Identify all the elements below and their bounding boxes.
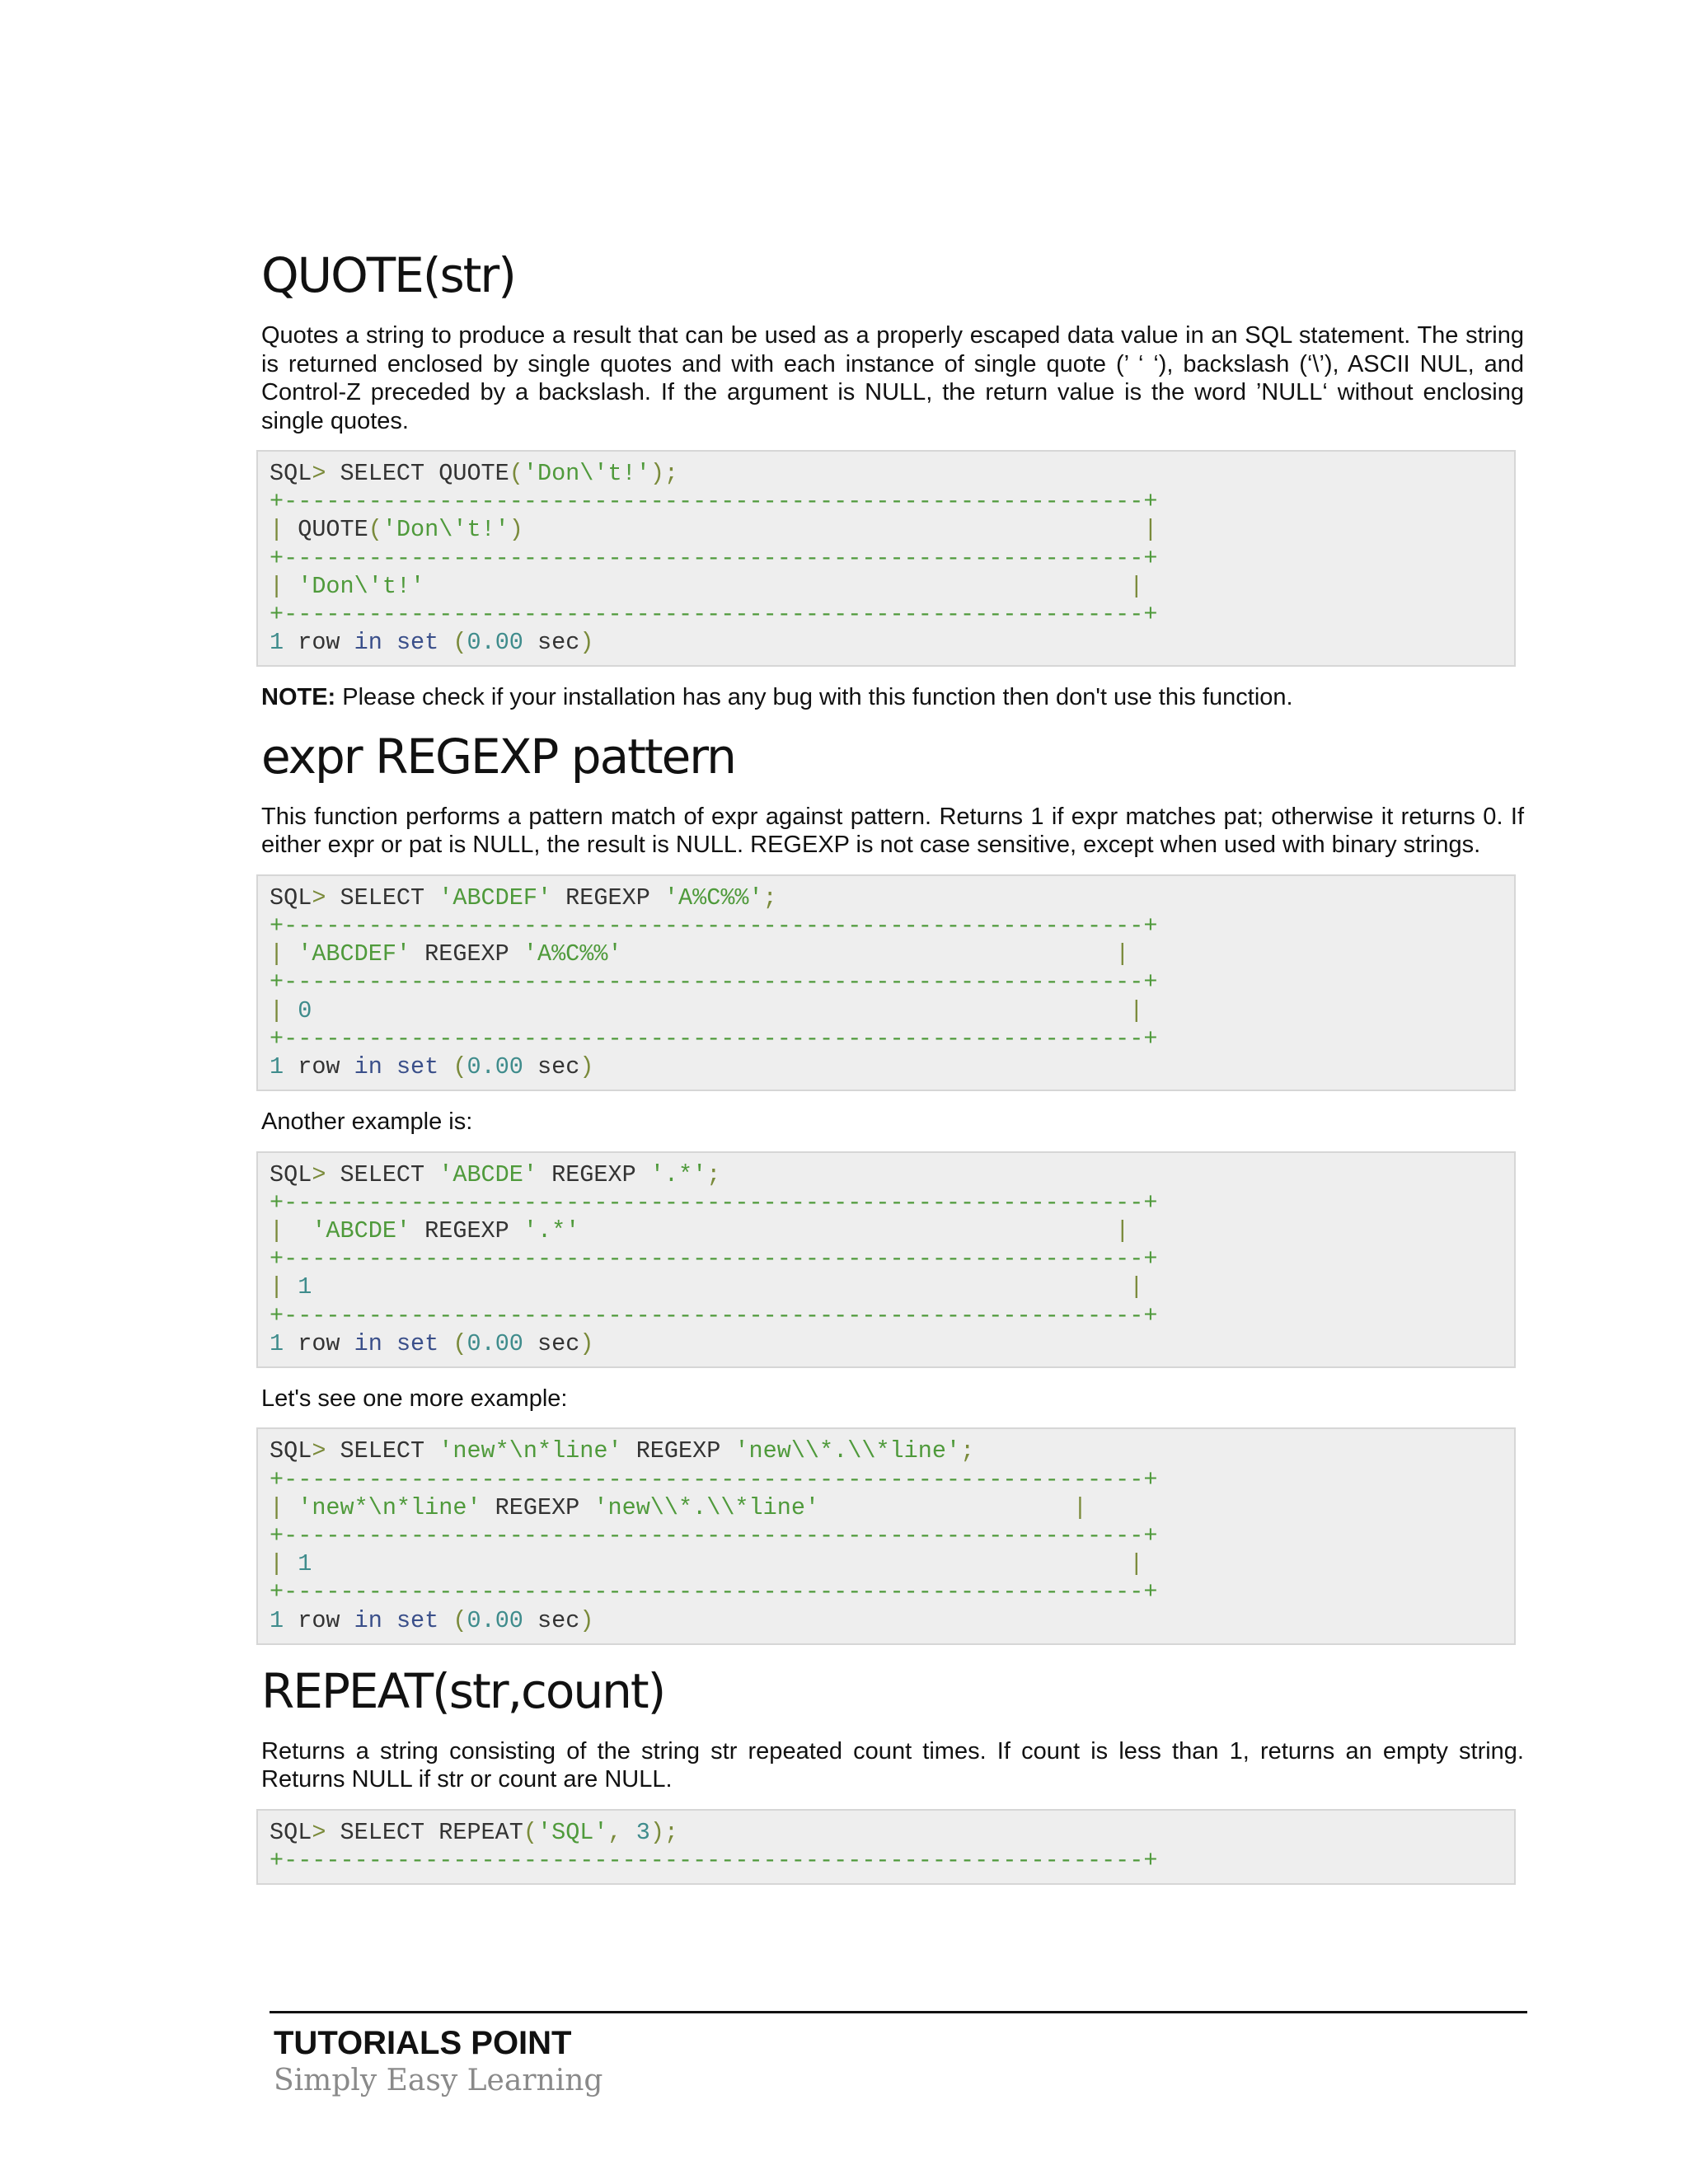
code-func: QUOTE [284, 516, 368, 544]
footer-divider [270, 2011, 1527, 2013]
code-keyword-regexp: REGEXP [621, 1437, 735, 1465]
code-prompt: SQL [270, 1160, 312, 1188]
code-pipe: | [270, 940, 284, 968]
code-pad [312, 1550, 1129, 1577]
code-paren: ) [579, 1052, 594, 1080]
code-border: +-------------------------------------------------------------+ [270, 1578, 1158, 1606]
code-pipe: | [270, 516, 284, 544]
repeat-code-block [256, 1809, 1516, 1885]
code-keyword-regexp: REGEXP [410, 1217, 523, 1244]
code-select: SELECT [326, 883, 439, 912]
regexp-description: This function performs a pattern match of expr against pattern. Returns 1 if expr matches pat; otherwise it returns 0. If either expr or pat is NULL, the result is NULL. REGEXP is not case sensitive, except when used with binary strings. [261, 803, 1524, 859]
code-footer-line [270, 1053, 1503, 1081]
code-pipe: | [1115, 1217, 1130, 1244]
code-paren: ( [452, 1606, 467, 1634]
code-text: row [284, 1329, 354, 1357]
code-pipe: | [1129, 996, 1144, 1024]
code-keyword: set [396, 1606, 439, 1634]
code-value: 1 [284, 1550, 312, 1578]
code-string: 'Don\'t!' [523, 460, 650, 487]
code-prompt: SQL [270, 883, 312, 912]
note-text: Please check if your installation has any bug with this function then don't use this function. [335, 684, 1293, 711]
code-keyword: set [396, 1052, 439, 1080]
code-number: 1 [270, 1329, 284, 1357]
code-string: 'ABCDE' [438, 1160, 537, 1188]
code-border: +-------------------------------------------------------------+ [270, 1301, 1158, 1329]
quote-note [261, 683, 1524, 712]
code-string: 'ABCDEF' [438, 883, 552, 912]
another-example-label: Another example is: [261, 1108, 473, 1136]
code-number: 1 [270, 1052, 284, 1080]
code-gt: > [312, 460, 326, 487]
code-line [270, 516, 1503, 544]
code-prompt: SQL [270, 460, 312, 487]
code-text: row [284, 1052, 354, 1080]
regexp-heading: expr REGEXP pattern [261, 728, 735, 785]
code-space [382, 629, 396, 656]
code-space [382, 1053, 396, 1080]
code-string: 'ABCDE' [284, 1217, 411, 1244]
code-border: +-------------------------------------------------------------+ [270, 600, 1158, 628]
code-paren: ); [649, 1818, 679, 1846]
footer-brand-subtitle: Simply Easy Learning [274, 2064, 603, 2097]
code-semicolon: ; [960, 1437, 975, 1465]
code-string: 'new*\n*line' [284, 1493, 481, 1521]
quote-description: Quotes a string to produce a result that can be used as a properly escaped data value in an SQL statement. The string is returned enclosed by single quotes and with each instance of single quote (’ ‘ ‘), backslash (‘\’), ASCII NUL, and Control-Z preceded by a backslash. If the argument is NULL, the return value is the word ’NULL‘ without enclosing single quotes. [261, 322, 1524, 434]
code-keyword: in [354, 1052, 382, 1080]
code-string: 'new*\n*line' [438, 1437, 622, 1465]
regexp-code-block-3 [256, 1427, 1516, 1644]
code-string: 'new\\*.\\*line' [734, 1437, 961, 1465]
note-label: NOTE: [261, 684, 336, 711]
code-keyword-regexp: REGEXP [410, 940, 523, 968]
code-number: 3 [635, 1818, 650, 1846]
page-footer [270, 2011, 1527, 2101]
code-border: +-------------------------------------------------------------+ [270, 1846, 1158, 1874]
code-select: SELECT REPEAT [326, 1818, 523, 1846]
code-pipe: | [1129, 572, 1144, 600]
code-pipe: | [1072, 1493, 1088, 1521]
code-line [270, 1273, 1503, 1301]
quote-code-block [256, 450, 1516, 667]
code-text: sec [523, 629, 580, 657]
code-space [382, 1330, 396, 1357]
more-example-label: Let's see one more example: [261, 1385, 568, 1412]
code-paren: ) [579, 629, 594, 657]
code-string: 'Don\'t!' [382, 516, 509, 544]
code-number: 0.00 [467, 1329, 523, 1357]
code-text: sec [523, 1052, 580, 1080]
code-pad [579, 1217, 1115, 1244]
code-border: +-------------------------------------------------------------+ [270, 1188, 1158, 1216]
code-keyword: in [354, 1606, 382, 1634]
code-line [270, 1819, 1503, 1847]
code-space [438, 1607, 452, 1634]
code-paren: ( [452, 629, 467, 657]
code-line [270, 1437, 1503, 1465]
code-pipe: | [270, 996, 284, 1024]
code-border: +-------------------------------------------------------------+ [270, 968, 1158, 996]
code-line [270, 997, 1503, 1025]
code-string: 'A%C%%' [523, 940, 622, 968]
code-text: sec [523, 1329, 580, 1357]
code-keyword: in [354, 629, 382, 657]
code-pad [622, 940, 1116, 968]
code-border: +-------------------------------------------------------------+ [270, 1024, 1158, 1052]
code-prompt: SQL [270, 1437, 312, 1465]
code-line [270, 460, 1503, 488]
code-line [270, 1494, 1503, 1522]
code-pad [424, 573, 1129, 600]
code-pipe: | [1129, 1550, 1144, 1578]
code-pipe: | [270, 1273, 284, 1301]
code-string: 'ABCDEF' [284, 940, 411, 968]
code-gt: > [312, 1437, 326, 1465]
code-space [382, 1607, 396, 1634]
code-border: +-------------------------------------------------------------+ [270, 1465, 1158, 1493]
code-gt: > [312, 1160, 326, 1188]
code-semicolon: ; [762, 883, 777, 912]
code-number: 0.00 [467, 1606, 523, 1634]
code-space [438, 629, 452, 656]
code-pad [312, 997, 1129, 1024]
code-paren: ( [509, 460, 523, 487]
code-footer-line [270, 1607, 1503, 1635]
code-border: +-------------------------------------------------------------+ [270, 544, 1158, 572]
code-pad [312, 1273, 1129, 1301]
code-keyword: in [354, 1329, 382, 1357]
code-footer-line [270, 629, 1503, 657]
code-space [438, 1053, 452, 1080]
regexp-code-block-2 [256, 1151, 1516, 1368]
code-paren: ( [452, 1052, 467, 1080]
code-number: 0.00 [467, 1052, 523, 1080]
code-semicolon: ; [706, 1160, 721, 1188]
code-paren: ); [649, 460, 679, 487]
code-paren: ( [368, 516, 382, 544]
code-paren: ) [509, 516, 523, 544]
code-border: +-------------------------------------------------------------+ [270, 1522, 1158, 1549]
code-pipe: | [270, 1550, 284, 1578]
code-number: 1 [270, 629, 284, 657]
code-keyword: set [396, 1329, 439, 1357]
code-string: '.*' [523, 1217, 580, 1244]
code-pipe: | [270, 1217, 284, 1244]
code-paren: ( [452, 1329, 467, 1357]
code-text: sec [523, 1606, 580, 1634]
footer-brand-title: TUTORIALS POINT [274, 2025, 572, 2061]
code-pipe: | [270, 572, 284, 600]
code-text: row [284, 1606, 354, 1634]
code-pipe: | [1129, 1273, 1144, 1301]
code-number: 1 [270, 1606, 284, 1634]
code-select: SELECT [326, 1437, 439, 1465]
code-prompt: SQL [270, 1818, 312, 1846]
code-value: 0 [284, 996, 312, 1024]
code-keyword-regexp: REGEXP [481, 1493, 594, 1521]
code-value: 1 [284, 1273, 312, 1301]
code-pad [819, 1494, 1073, 1521]
code-line [270, 1217, 1503, 1245]
code-keyword: set [396, 629, 439, 657]
code-comma: , [607, 1818, 636, 1846]
code-line [270, 940, 1503, 968]
code-pipe: | [1143, 516, 1158, 544]
code-line [270, 884, 1503, 912]
code-border: +-------------------------------------------------------------+ [270, 488, 1158, 516]
code-line [270, 1161, 1503, 1189]
code-value: 'Don\'t!' [284, 572, 425, 600]
repeat-heading: REPEAT(str,count) [261, 1662, 665, 1719]
code-gt: > [312, 1818, 326, 1846]
code-border: +-------------------------------------------------------------+ [270, 1245, 1158, 1273]
document-page [261, 246, 1540, 1901]
code-keyword-regexp: REGEXP [537, 1160, 650, 1188]
code-line [270, 1550, 1503, 1578]
code-string: 'SQL' [537, 1818, 608, 1846]
code-paren: ) [579, 1329, 594, 1357]
code-select: SELECT [326, 1160, 439, 1188]
repeat-description: Returns a string consisting of the string str repeated count times. If count is less than 1, returns an empty string. Returns NULL if str or count are NULL. [261, 1737, 1524, 1793]
code-line [270, 573, 1503, 601]
regexp-code-block-1 [256, 874, 1516, 1091]
code-paren: ) [579, 1606, 594, 1634]
code-number: 0.00 [467, 629, 523, 657]
quote-heading: QUOTE(str) [261, 247, 515, 303]
code-space [438, 1330, 452, 1357]
code-border: +-------------------------------------------------------------+ [270, 912, 1158, 940]
code-pad [523, 516, 1144, 543]
code-keyword-regexp: REGEXP [551, 883, 664, 912]
code-pipe: | [270, 1493, 284, 1521]
code-text: row [284, 629, 354, 657]
code-string: 'new\\*.\\*line' [593, 1493, 820, 1521]
code-string: '.*' [649, 1160, 707, 1188]
code-pipe: | [1115, 940, 1130, 968]
code-string: 'A%C%%' [663, 883, 763, 912]
code-footer-line [270, 1330, 1503, 1358]
code-paren: ( [523, 1818, 537, 1846]
code-select: SELECT QUOTE [326, 460, 509, 487]
code-gt: > [312, 883, 326, 912]
